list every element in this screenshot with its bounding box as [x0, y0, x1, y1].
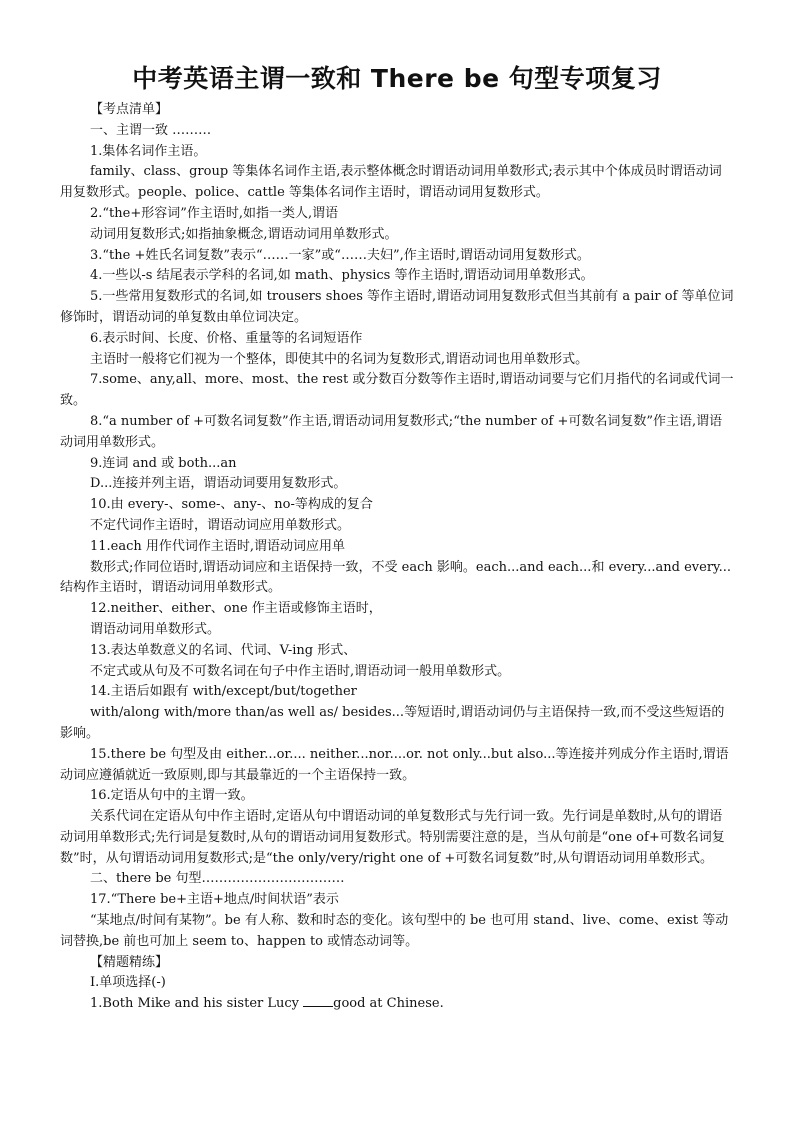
question-1-stem: 1.Both Mike and his sister Lucy: [90, 996, 304, 1012]
item-16-body: 关系代词在定语从句中作主语时,定语从句中谓语动词的单复数形式与先行词一致。先行词是单数时,从句的谓语动词用单数形式;先行词是复数时,从句的谓语动词用复数形式。特别需要注意的是，当从句前是“one of+可数名词复数”时，从句谓语动词用复数形式;是“the only/very/right one of +可数名词复数”时,从句谓语动词用单数形式。: [60, 809, 725, 866]
part-heading-agreement: 一、主谓一致 ………: [90, 122, 212, 138]
item-6-line2: 主语时一般将它们视为一个整体，即使其中的名词为复数形式,谓语动词也用单数形式。: [90, 351, 589, 367]
part-heading-there-be: 二、there be 句型……………………………: [90, 871, 345, 887]
item-10-line2: 不定代词作主语时，谓语动词应用单数形式。: [90, 517, 351, 533]
page-title: 中考英语主谓一致和 There be 句型专项复习: [132, 64, 662, 93]
item-15: 15.there be 句型及由 either...or.... neither...nor....or. not only...but also...等连接并列成分作主语时,谓语动词应遵循就近一致原则,即与其最靠近的一个主语保持一致。: [60, 746, 729, 783]
section-heading-practice: 【精题精练】: [90, 954, 169, 970]
item-10-line1: 10.由 every-、some-、any-、no-等构成的复合: [90, 497, 373, 513]
item-9-line1: 9.连词 and 或 both...an: [90, 455, 237, 471]
question-1: [60, 994, 734, 1015]
question-1-end: good at Chinese.: [333, 996, 444, 1012]
item-6-line1: 6.表示时间、长度、价格、重量等的名词短语作: [90, 330, 363, 346]
part-heading-multiple-choice: I.单项选择(-): [90, 975, 166, 991]
item-5: 5.一些常用复数形式的名词,如 trousers shoes 等作主语时,谓语动词用复数形式但当其前有 a pair of 等单位词修饰时，谓语动词的单复数由单位词决定。: [60, 289, 734, 325]
item-11-body: 数形式;作同位语时,谓语动词应和主语保持一致，不受 each 影响。each...and each...和 every...and every...结构作主语时，谓语动词用单数形式。: [60, 559, 732, 596]
item-13-line2: 不定式或从句及不可数名词在句子中作主语时,谓语动词一般用单数形式。: [90, 663, 511, 679]
item-14-body: with/along with/more than/as well as/ besides...等短语时,谓语动词仍与主语保持一致,而不受这些短语的影响。: [60, 705, 725, 741]
item-11-line1: 11.each 用作代词作主语时,谓语动词应用单: [90, 538, 346, 554]
item-12-line1: 12.neither、either、one 作主语或修饰主语时，: [90, 601, 382, 617]
item-13-line1: 13.表达单数意义的名词、代词、V-ing 形式、: [90, 642, 357, 658]
item-2-line1: 2.“the+形容词”作主语时,如指一类人,谓语: [90, 205, 339, 221]
item-4: 4.一些以-s 结尾表示学科的名词,如 math、physics 等作主语时,谓语动词用单数形式。: [90, 268, 594, 284]
item-17-line1: 17.“There be+主语+地点/时间状语”表示: [90, 892, 339, 908]
item-9-line2: D...连接并列主语，谓语动词要用复数形式。: [90, 476, 347, 492]
item-8: 8.“a number of +可数名词复数”作主语,谓语动词用复数形式;“the number of +可数名词复数”作主语,谓语动词用单数形式。: [60, 413, 723, 450]
item-2-line2: 动词用复数形式;如指抽象概念,谓语动词用单数形式。: [90, 226, 398, 242]
item-7: 7.some、any,all、more、most、the rest 或分数百分数等作主语时,谓语动词要与它们月指代的名词或代词一致。: [60, 372, 734, 409]
item-12-line2: 谓语动词用单数形式。: [90, 621, 221, 637]
item-1-body: family、class、group 等集体名词作主语,表示整体概念时谓语动词用单数形式;表示其中个体成员时谓语动词用复数形式。people、police、cattle 等集体名词作主语时，谓语动词用复数形式。: [60, 164, 722, 201]
section-heading-points: 【考点清单】: [90, 102, 169, 117]
item-14-line1: 14.主语后如跟有 with/except/but/together: [90, 684, 357, 700]
item-3: 3.“the +姓氏名词复数”表示“……一家”或“……夫妇”,作主语时,谓语动词用复数形式。: [90, 247, 590, 263]
item-1-heading: 1.集体名词作主语。: [90, 143, 207, 159]
answer-blank: [303, 994, 333, 1007]
item-16-heading: 16.定语从句中的主谓一致。: [90, 788, 254, 804]
item-17-body: “某地点/时间有某物”。be 有人称、数和时态的变化。该句型中的 be 也可用 stand、live、come、exist 等动词替换,be 前也可加上 seem to、happen to 或情态动词等。: [60, 913, 729, 949]
